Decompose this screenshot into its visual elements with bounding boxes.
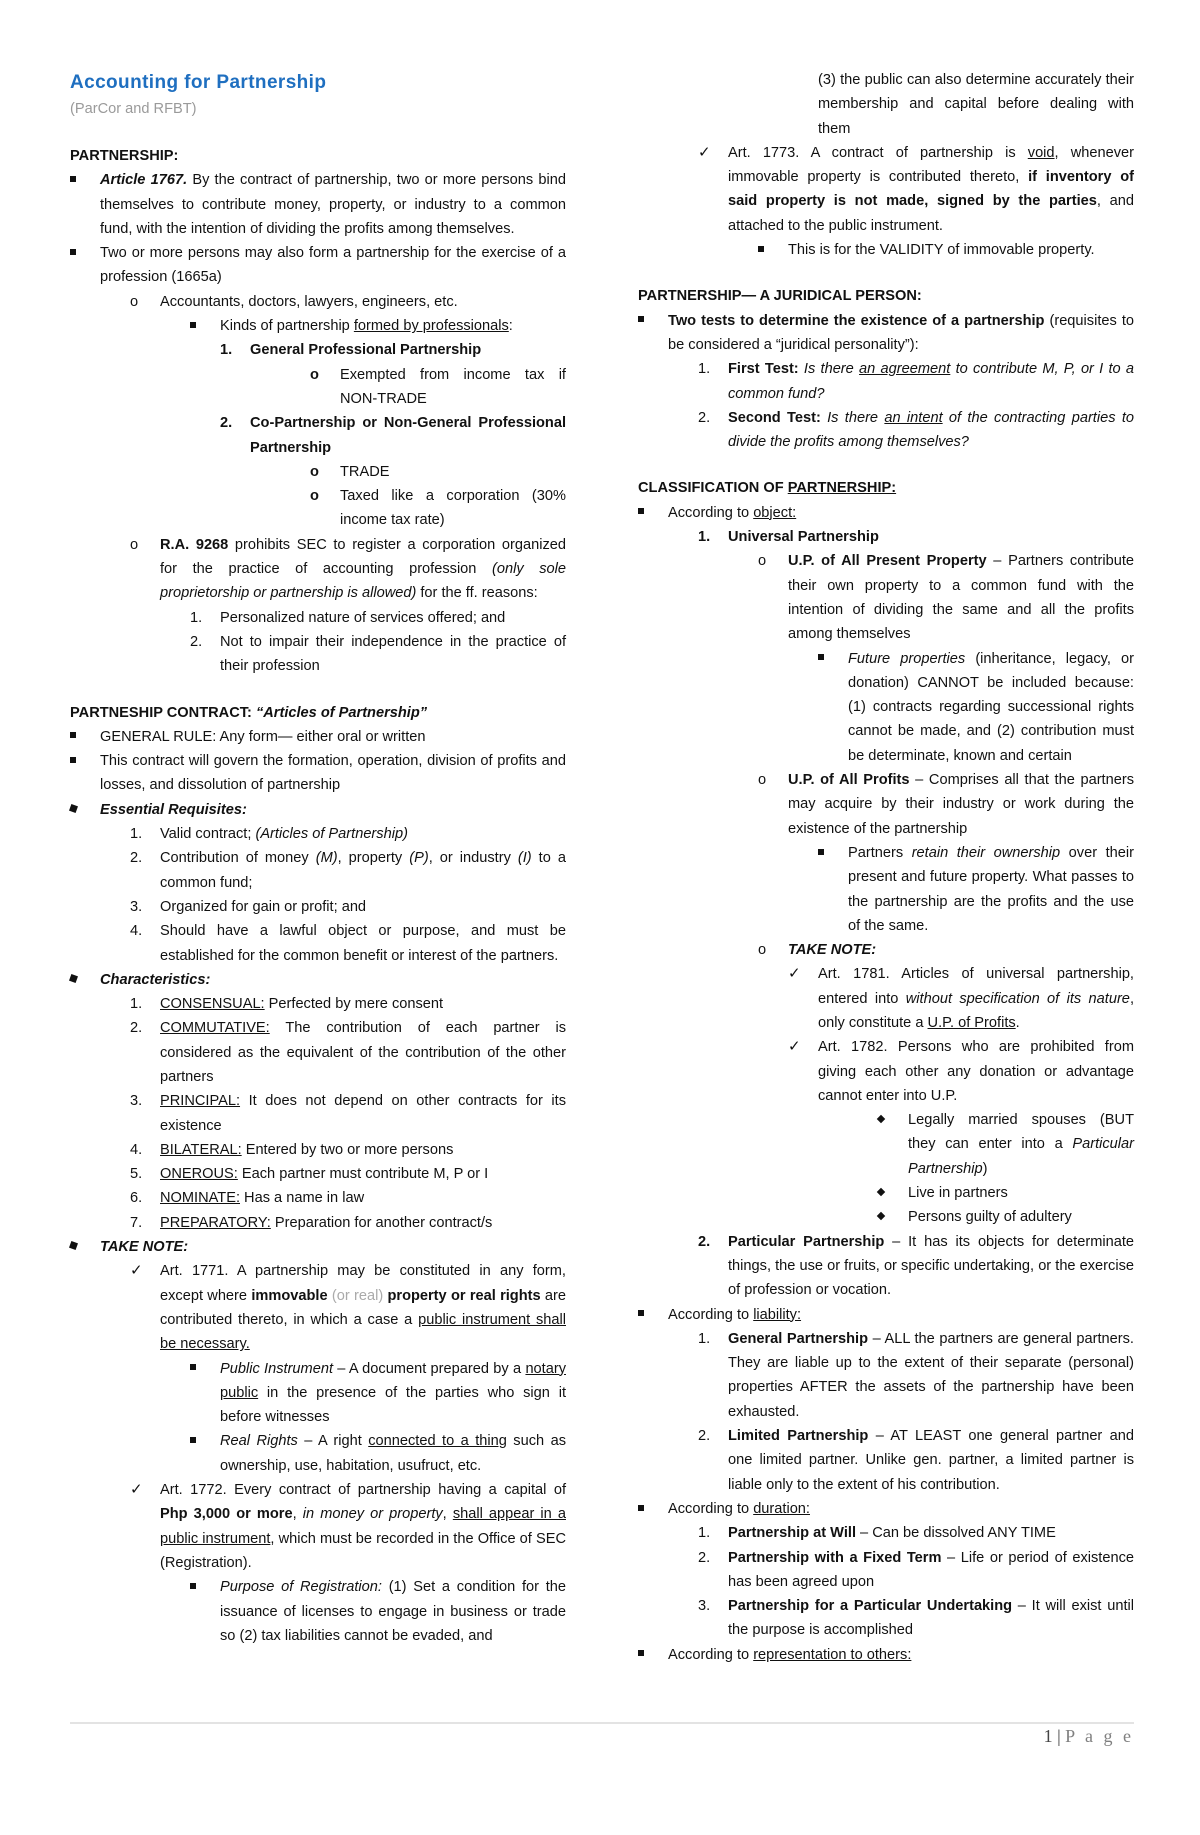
list-item: o R.A. 9268 prohibits SEC to register a corporation organized for the practice of accounting profession (only sole proprietorship or partnership is allowed) for the ff. reasons: (70, 533, 566, 606)
list-item: 3. Organized for gain or profit; and (130, 898, 367, 915)
list-item: ✓ Art. 1771. A partnership may be constituted in any form, except where immovable (or real) property or real rights are contributed thereto, in which a case a public instrument shall be necessary. (70, 1259, 566, 1356)
list-item: 4. Should have a lawful object or purpose, and must be established for the common benefit or interest of the partners. (130, 923, 566, 964)
square-bullet-icon (190, 322, 196, 328)
page-number: 1 (1043, 1726, 1053, 1746)
list-item: Live in partners (638, 1181, 1134, 1205)
list-item: Essential Requisites: (70, 798, 566, 822)
diamond-bullet-icon (877, 1115, 885, 1123)
circle-bullet-icon: o (758, 772, 767, 789)
list-item: Two or more persons may also form a partnership for the exercise of a profession (1665a) (70, 241, 566, 290)
diamond-bullet-icon (877, 1187, 885, 1195)
bold-o-bullet-icon: o (310, 366, 319, 383)
flag-bullet-icon (69, 974, 78, 983)
list-item: 1. Personalized nature of services offered; and (190, 609, 506, 626)
juridical-heading: PARTNERSHIP— A JURIDICAL PERSON: (638, 288, 922, 305)
list-item: o Taxed like a corporation (30% income tax rate) (70, 484, 566, 533)
footer-divider (70, 1722, 1134, 1724)
list-item: This contract will govern the formation, operation, division of profits and losses, and dissolution of partnership (70, 749, 566, 798)
list-item: 1. First Test: Is there an agreement to contribute M, P, or I to a common fund? (698, 361, 1135, 402)
checkmark-icon: ✓ (130, 1262, 143, 1280)
list-item: According to representation to others: (638, 1643, 1134, 1667)
list-item: 2. Particular Partnership – It has its objects for determinate things, the use or fruits, or specific undertaking, or the exercise of profession or vocation. (698, 1233, 1134, 1299)
list-item: o U.P. of All Present Property – Partners contribute their own property to a common fund with the intention of dividing the same and all the profits among themselves (638, 549, 1134, 646)
square-bullet-icon (70, 176, 76, 182)
checkmark-icon: ✓ (788, 965, 801, 983)
document-title: Accounting for Partnership (70, 72, 327, 93)
square-bullet-icon (190, 1583, 196, 1589)
characteristic-item: 1. CONSENSUAL: Perfected by mere consent (130, 996, 444, 1013)
list-item: o U.P. of All Profits – Comprises all that the partners may acquire by their industry or work during the existence of the partnership (638, 768, 1134, 841)
characteristic-item: 3. PRINCIPAL: It does not depend on other contracts for its existence (130, 1093, 566, 1134)
square-bullet-icon (758, 246, 764, 252)
list-item: Real Rights – A right connected to a thing such as ownership, use, habitation, usufruct, etc. (70, 1429, 566, 1478)
right-column (638, 68, 1134, 1667)
page-separator: | (1057, 1726, 1061, 1746)
list-item: 1. General Partnership – ALL the partners are general partners. They are liable up to the extent of their separate (personal) properties AFTER the assets of the partnership have been exhausted. (698, 1330, 1134, 1420)
bold-o-bullet-icon: o (310, 488, 319, 505)
list-item: Two tests to determine the existence of a partnership (requisites to be considered a “juridical personality”): (638, 309, 1134, 358)
list-item: 1. Valid contract; (Articles of Partnership) (130, 826, 408, 843)
page-label: P a g e (1065, 1726, 1134, 1746)
list-item: (3) the public can also determine accurately their membership and capital before dealing with them (818, 72, 1134, 137)
list-item: 1. General Professional Partnership (220, 342, 482, 359)
characteristic-item: 2. COMMUTATIVE: The contribution of each partner is considered as the equivalent of the contribution of the other partners (130, 1020, 566, 1085)
square-bullet-icon (638, 1505, 644, 1511)
checkmark-icon: ✓ (698, 143, 711, 161)
list-item: ✓ Art. 1772. Every contract of partnership having a capital of Php 3,000 or more, in money or property, shall appear in a public instrument, which must be recorded in the Office of SEC (Registration). (70, 1478, 566, 1575)
list-item: Future properties (inheritance, legacy, or donation) CANNOT be included because: (1) contracts regarding successional rights cannot be made, and (2) contribution must be determinate, known and certain (638, 647, 1134, 768)
square-bullet-icon (70, 732, 76, 738)
square-bullet-icon (638, 1650, 644, 1656)
list-item: TAKE NOTE: (70, 1235, 566, 1259)
list-item: 2. Partnership with a Fixed Term – Life or period of existence has been agreed upon (698, 1549, 1134, 1590)
list-item: GENERAL RULE: Any form— either oral or written (70, 725, 566, 749)
characteristic-item: 5. ONEROUS: Each partner must contribute M, P or I (130, 1166, 489, 1183)
contract-heading: PARTNESHIP CONTRACT: “Articles of Partnership” (70, 704, 428, 721)
circle-bullet-icon: o (758, 942, 767, 959)
list-item: Public Instrument – A document prepared by a notary public in the presence of the parties who sign it before witnesses (70, 1357, 566, 1430)
square-bullet-icon (190, 1364, 196, 1370)
list-item: According to liability: (638, 1303, 1134, 1327)
list-item: Persons guilty of adultery (638, 1205, 1134, 1229)
list-item: o Exempted from income tax if NON-TRADE (70, 363, 566, 412)
square-bullet-icon (638, 508, 644, 514)
list-item: 2. Not to impair their independence in the practice of their profession (190, 633, 566, 675)
list-item: ✓ Art. 1781. Articles of universal partnership, entered into without specification of its nature, only constitute a U.P. of Profits. (638, 962, 1134, 1035)
list-item: Characteristics: (70, 968, 566, 992)
list-item: Kinds of partnership formed by professionals: (70, 314, 566, 338)
classification-heading: CLASSIFICATION OF PARTNERSHIP: (638, 480, 897, 497)
list-item: According to duration: (638, 1497, 1134, 1521)
characteristic-item: 6. NOMINATE: Has a name in law (130, 1190, 365, 1207)
list-item: o TAKE NOTE: (638, 938, 1134, 962)
square-bullet-icon (818, 654, 824, 660)
list-item: 2. Co-Partnership or Non-General Professional Partnership (220, 415, 566, 456)
circle-bullet-icon: o (130, 293, 139, 310)
checkmark-icon: ✓ (130, 1481, 143, 1499)
list-item: Purpose of Registration: (1) Set a condition for the issuance of licenses to engage in business or trade so (2) tax liabilities cannot be evaded, and (70, 1575, 566, 1648)
list-item: o TRADE (70, 460, 566, 484)
flag-bullet-icon (69, 804, 78, 813)
list-item: 1. Universal Partnership (698, 529, 879, 546)
square-bullet-icon (70, 757, 76, 763)
list-item: Article 1767. By the contract of partnership, two or more persons bind themselves to contribute money, property, or industry to a common fund, with the intention of dividing the profits among themselves. (70, 168, 566, 241)
list-item: 2. Limited Partnership – AT LEAST one general partner and one limited partner. Unlike gen. partner, a limited partner is liable only to the extent of his contribution. (698, 1428, 1134, 1493)
characteristic-item: 4. BILATERAL: Entered by two or more persons (130, 1141, 454, 1158)
list-item: 1. Partnership at Will – Can be dissolved ANY TIME (698, 1525, 1056, 1542)
list-item: This is for the VALIDITY of immovable property. (638, 238, 1134, 262)
square-bullet-icon (638, 1310, 644, 1316)
left-column (70, 66, 566, 1648)
square-bullet-icon (638, 316, 644, 322)
list-item: o Accountants, doctors, lawyers, engineers, etc. (70, 290, 566, 314)
list-item: Legally married spouses (BUT they can enter into a Particular Partnership) (638, 1108, 1134, 1181)
list-item: Partners retain their ownership over their present and future property. What passes to the partnership are the profits and the use of the same. (638, 841, 1134, 938)
characteristic-item: 7. PREPARATORY: Preparation for another contract/s (130, 1214, 493, 1231)
list-item: 3. Partnership for a Particular Undertaking – It will exist until the purpose is accomplished (698, 1598, 1134, 1639)
list-item: According to object: (638, 501, 1134, 525)
page-footer (1044, 1726, 1134, 1747)
list-item: 2. Second Test: Is there an intent of the contracting parties to divide the profits among themselves? (698, 409, 1134, 451)
square-bullet-icon (190, 1437, 196, 1443)
diamond-bullet-icon (877, 1212, 885, 1220)
checkmark-icon: ✓ (788, 1038, 801, 1056)
partnership-heading: PARTNERSHIP: (70, 148, 179, 164)
list-item: ✓ Art. 1782. Persons who are prohibited from giving each other any donation or advantage cannot enter into U.P. (638, 1035, 1134, 1108)
circle-bullet-icon: o (758, 553, 767, 570)
list-item: 2. Contribution of money (M), property (P), or industry (I) to a common fund; (130, 850, 566, 891)
square-bullet-icon (70, 249, 76, 255)
bold-o-bullet-icon: o (310, 463, 319, 480)
list-item: ✓ Art. 1773. A contract of partnership is void, whenever immovable property is contributed thereto, if inventory of said property is not made, signed by the parties, and attached to the public instrument. (638, 141, 1134, 238)
circle-bullet-icon: o (130, 536, 139, 553)
square-bullet-icon (818, 849, 824, 855)
document-subtitle: (ParCor and RFBT) (70, 101, 197, 117)
flag-bullet-icon (69, 1241, 78, 1250)
